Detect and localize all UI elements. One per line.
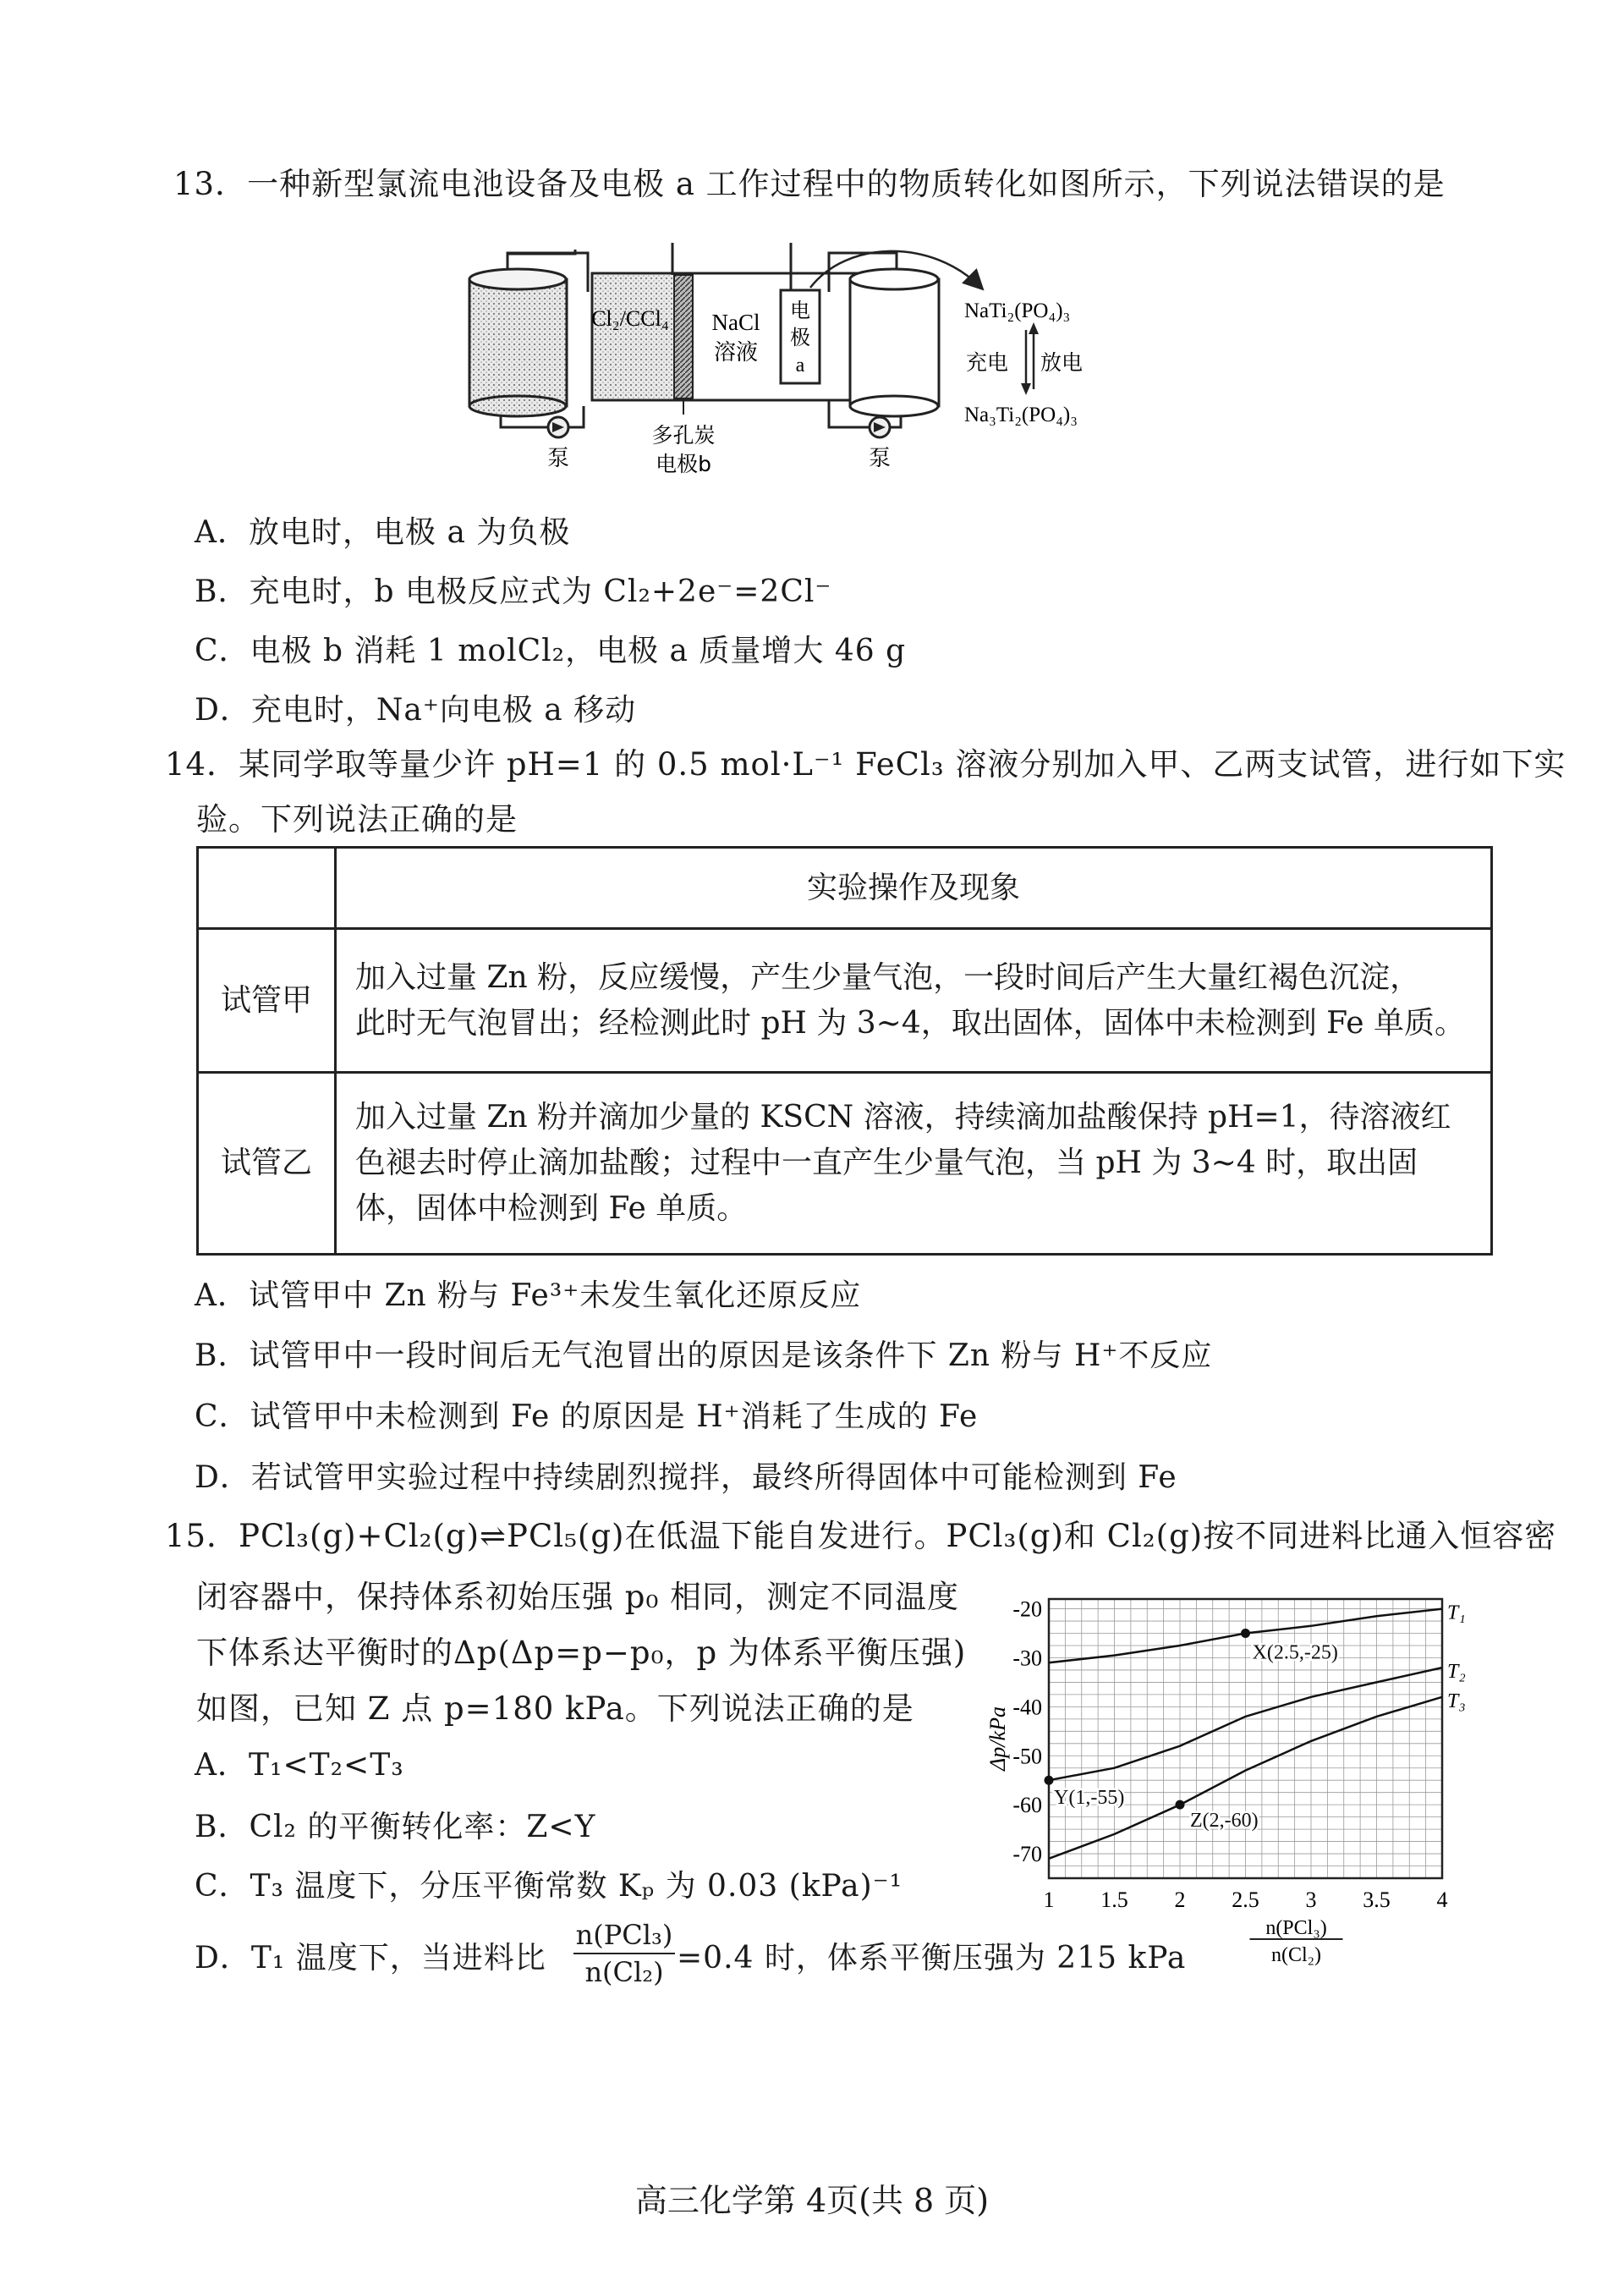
x-tick-label: 3.5 (1363, 1888, 1391, 1912)
q15-option-d-prefix: D．T₁ 温度下，当进料比 (195, 1941, 546, 1976)
y-tick-label: -60 (1012, 1793, 1042, 1818)
x-tick-label: 2 (1174, 1888, 1186, 1912)
flow-battery-figure (457, 241, 1133, 486)
discharge-label: 放电 (1040, 350, 1084, 375)
fraction-numerator: n(PCl₃) (573, 1917, 675, 1954)
q13-option-c: C．电极 b 消耗 1 molCl₂，电极 a 质量增大 46 g (195, 634, 907, 668)
point-label: Z(2,-60) (1190, 1810, 1259, 1833)
y-tick-label: -30 (1012, 1646, 1042, 1671)
row-content-tube-b (336, 1073, 1492, 1255)
tube-a-line-1: 加入过量 Zn 粉，反应缓慢，产生少量气泡，一段时间后产生大量红褐色沉淀， (355, 959, 1421, 995)
species-top-label: NaTi₂(PO₄)₃ (964, 299, 1071, 322)
charge-arrow-head-icon (1021, 383, 1031, 395)
porous-label-line1: 多孔炭 (651, 423, 716, 448)
table-header: 实验操作及现象 (336, 848, 1492, 929)
species-bottom-label: Na₃Ti₂(PO₄)₃ (964, 404, 1078, 426)
x-tick-label: 1.5 (1100, 1888, 1128, 1912)
tube-a-line-2: 此时无气泡冒出；经检测此时 pH 为 3~4，取出固体，固体中未检测到 Fe 单质。 (355, 1005, 1465, 1041)
fraction-denominator: n(Cl₂) (584, 1956, 664, 1988)
row-label-tube-a: 试管甲 (198, 929, 336, 1073)
series-label-2: T₂ (1447, 1661, 1466, 1684)
electrode-a-char-3: a (795, 354, 805, 376)
point-label: X(2.5,-25) (1252, 1641, 1338, 1664)
electrode-a-char-2: 极 (790, 326, 810, 349)
q14-option-a: A．试管甲中 Zn 粉与 Fe³⁺未发生氧化还原反应 (195, 1278, 862, 1313)
q15-stem-line3: 下体系达平衡时的Δp(Δp=p−p₀，p 为体系平衡压强) (196, 1635, 967, 1671)
q15-option-c: C．T₃ 温度下，分压平衡常数 Kₚ 为 0.03 (kPa)⁻¹ (195, 1869, 903, 1904)
q13-option-b: B．充电时，b 电极反应式为 Cl₂+2e⁻=2Cl⁻ (195, 574, 832, 609)
porous-carbon-electrode-b (674, 275, 693, 398)
x-tick-label: 2.5 (1232, 1888, 1259, 1912)
y-tick-label: -70 (1012, 1842, 1042, 1867)
q15-option-a: A．T₁<T₂<T₃ (195, 1748, 404, 1783)
y-tick-label: -40 (1012, 1695, 1042, 1720)
x-tick-label: 4 (1436, 1888, 1448, 1912)
data-point (1045, 1776, 1054, 1785)
cl2-label: Cl₂/CCl₄ (591, 306, 669, 331)
experiment-table (196, 846, 1493, 1256)
discharge-arrow-head-icon (1029, 322, 1039, 334)
q15-option-d-suffix: =0.4 时，体系平衡压强为 215 kPa (677, 1941, 1187, 1976)
pump-right-label: 泵 (868, 446, 892, 471)
q13-option-a: A．放电时，电极 a 为负极 (195, 515, 571, 550)
series-label-3: T₃ (1447, 1690, 1466, 1712)
page-footer: 高三化学第 4页(共 8 页) (634, 2182, 990, 2219)
data-point (1241, 1629, 1250, 1638)
q15-stem-line4: 如图，已知 Z 点 p=180 kPa。下列说法正确的是 (196, 1690, 914, 1727)
y-tick-label: -20 (1012, 1596, 1042, 1622)
right-storage-tank (850, 269, 939, 416)
left-storage-tank (469, 269, 567, 416)
q14-option-c: C．试管甲中未检测到 Fe 的原因是 H⁺消耗了生成的 Fe (195, 1399, 979, 1434)
data-point (1176, 1800, 1185, 1810)
tube-b-line-3: 体，固体中检测到 Fe 单质。 (355, 1191, 748, 1226)
y-tick-label: -50 (1012, 1744, 1042, 1769)
series-label-1: T₁ (1447, 1602, 1466, 1624)
q15-stem-line1: 15．PCl₃(g)+Cl₂(g)⇌PCl₅(g)在低温下能自发进行。PCl₃(g)和 Cl₂(g)按不同进料比通入恒容密 (165, 1518, 1557, 1554)
table-corner (198, 848, 336, 929)
tube-b-line-2: 色褪去时停止滴加盐酸；过程中一直产生少量气泡，当 pH 为 3~4 时，取出固 (355, 1146, 1418, 1180)
point-label: Y(1,-55) (1054, 1787, 1125, 1810)
delta-p-chart (985, 1574, 1466, 1966)
solution-label: 溶液 (713, 340, 759, 365)
row-label-tube-b: 试管乙 (198, 1073, 336, 1255)
q15-option-d-fraction (573, 1917, 675, 1990)
q15-option-b: B．Cl₂ 的平衡转化率：Z<Y (195, 1810, 596, 1844)
porous-label-line2: 电极b (656, 452, 711, 476)
x-axis-label-numerator: n(PCl₃) (1265, 1917, 1327, 1939)
row-content-tube-a (336, 929, 1492, 1073)
q14-option-d: D．若试管甲实验过程中持续剧烈搅拌，最终所得固体中可能检测到 Fe (195, 1460, 1177, 1495)
x-tick-label: 1 (1043, 1888, 1055, 1912)
nacl-label: NaCl (711, 310, 760, 335)
x-tick-label: 3 (1305, 1888, 1317, 1912)
table-row (198, 929, 1492, 1073)
q15-stem-line2: 闭容器中，保持体系初始压强 p₀ 相同，测定不同温度 (196, 1579, 960, 1615)
table-row (198, 1073, 1492, 1255)
cl2-ccl4-chamber (594, 275, 674, 398)
q13-option-d: D．充电时，Na⁺向电极 a 移动 (195, 693, 637, 728)
q13-stem: 13．一种新型氯流电池设备及电极 a 工作过程中的物质转化如图所示，下列说法错误的是 (173, 166, 1446, 202)
tube-b-line-1: 加入过量 Zn 粉并滴加少量的 KSCN 溶液，持续滴加盐酸保持 pH=1，待溶液红 (355, 1100, 1451, 1135)
electrode-a-char-1: 电 (790, 299, 810, 322)
q14-stem-line1: 14．某同学取等量少许 pH=1 的 0.5 mol·L⁻¹ FeCl₃ 溶液分别加入甲、乙两支试管，进行如下实 (165, 746, 1566, 783)
q14-stem-line2: 验。下列说法正确的是 (196, 801, 518, 838)
pump-left-label: 泵 (546, 446, 570, 471)
x-axis-label-denominator: n(Cl₂) (1270, 1944, 1322, 1966)
q14-option-b: B．试管甲中一段时间后无气泡冒出的原因是该条件下 Zn 粉与 H⁺不反应 (195, 1338, 1213, 1373)
charge-label: 充电 (966, 350, 1009, 375)
y-axis-label: Δp/kPa (985, 1706, 1010, 1771)
